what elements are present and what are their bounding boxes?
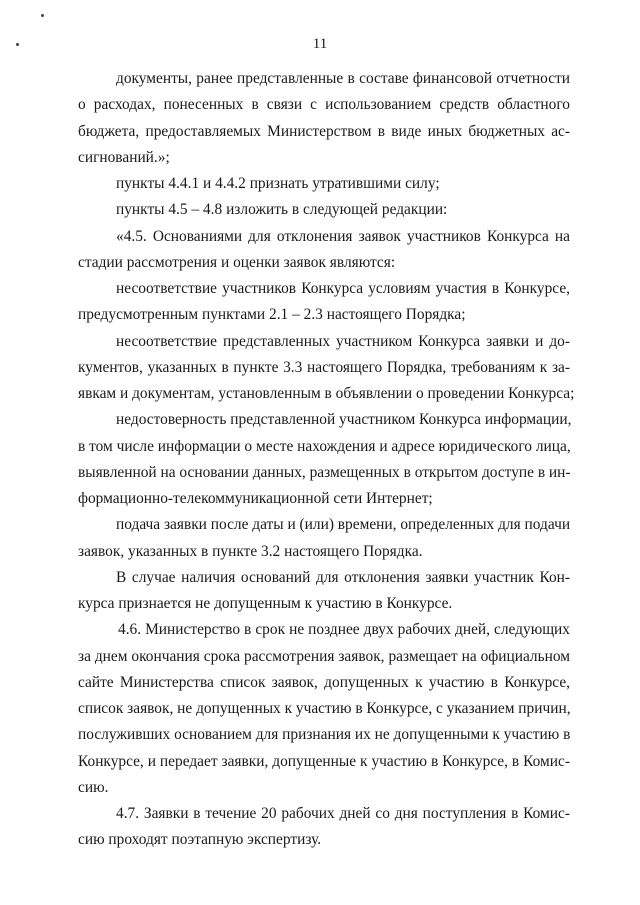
text-line: пункты 4.5 – 4.8 изложить в следующей редакции: bbox=[116, 201, 448, 219]
text-line: сайте Министерства список заявок, допущенных к участию в Конкурсе, bbox=[78, 673, 570, 691]
text-line: 4.6. Министерство в срок не позднее двух рабочих дней, следующих bbox=[118, 621, 570, 639]
text-line: за днем окончания срока рассмотрения заявок, размещает на официальном bbox=[78, 647, 570, 665]
text-line: предусмотренным пунктами 2.1 – 2.3 настоящего Порядка; bbox=[78, 306, 466, 324]
text-line: в том числе информации о месте нахождения и адресе юридического лица, bbox=[78, 437, 571, 455]
text-line: бюджета, предоставляемых Министерством в виде иных бюджетных ас- bbox=[78, 122, 570, 140]
text-line: сигнований.»; bbox=[78, 148, 170, 166]
text-line: пункты 4.4.1 и 4.4.2 признать утратившими силу; bbox=[116, 175, 440, 192]
text-line: несоответствие участников Конкурса условиям участия в Конкурсе, bbox=[116, 280, 570, 297]
text-line: послуживших основанием для признания их не допущенными к участию в bbox=[78, 726, 571, 744]
text-line: недостоверность представленной участником Конкурса информации, bbox=[116, 411, 572, 429]
text-line: сию проходят поэтапную экспертизу. bbox=[78, 831, 322, 849]
page-number: 11 bbox=[312, 36, 328, 52]
text-line: курса признается не допущенным к участию в Конкурсе. bbox=[78, 595, 453, 612]
text-line: формационно-телекоммуникационной сети Интернет; bbox=[78, 490, 433, 507]
text-line: Конкурсе, и передает заявки, допущенные к участию в Конкурсе, в Комис- bbox=[78, 752, 570, 770]
text-line: подача заявки после даты и (или) времени, определенных для подачи bbox=[116, 516, 571, 534]
scan-dot-top bbox=[41, 14, 44, 17]
text-line: несоответствие представленных участником Конкурса заявки и до- bbox=[116, 332, 570, 350]
text-line: сию. bbox=[78, 778, 109, 796]
text-line: 4.7. Заявки в течение 20 рабочих дней со дня поступления в Комис- bbox=[116, 805, 570, 822]
text-line: «4.5. Основаниями для отклонения заявок участников Конкурса на bbox=[116, 227, 570, 245]
text-line: документы, ранее представленные в составе финансовой отчетности bbox=[116, 70, 570, 87]
document-body bbox=[78, 66, 575, 854]
text-line: стадии рассмотрения и оценки заявок являются: bbox=[78, 253, 396, 271]
text-line: список заявок, не допущенных к участию в Конкурсе, с указанием причин, bbox=[78, 700, 571, 717]
text-line: выявленной на основании данных, размещенных в открытом доступе в ин- bbox=[78, 463, 571, 481]
text-line: заявок, указанных в пункте 3.2 настоящего Порядка. bbox=[78, 542, 423, 560]
text-line: кументов, указанных в пункте 3.3 настоящего Порядка, требованиям к за- bbox=[78, 358, 570, 376]
text-line: В случае наличия оснований для отклонения заявки участник Кон- bbox=[116, 568, 570, 586]
text-line: явкам и документам, установленным в объявлении о проведении Конкурса; bbox=[78, 385, 575, 402]
text-line: о расходах, понесенных в связи с использованием средств областного bbox=[78, 96, 570, 114]
